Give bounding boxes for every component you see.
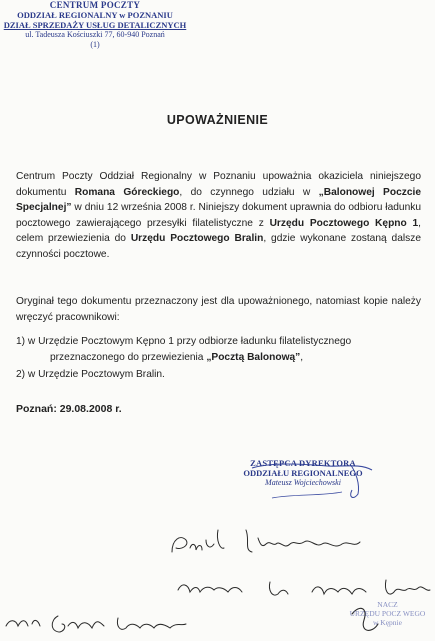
header-stamp <box>0 0 190 50</box>
corner-stamp <box>340 600 435 627</box>
list-item-1-continued <box>50 350 420 366</box>
header-stamp-line1: CENTRUM POCZTY <box>49 0 141 10</box>
signature-stamp <box>238 458 368 488</box>
header-stamp-number: (1) <box>90 40 100 49</box>
para1-text2: , do czynnego udziału w <box>179 186 319 198</box>
balloon-post-name: „Pocztą Balonową” <box>206 352 301 363</box>
list-item-1-comma: , <box>300 352 304 363</box>
paragraph-authorization <box>16 169 421 263</box>
para1-text5: , gdzie wykonane zostaną dalsze czynności pocztowe. <box>16 233 421 260</box>
paragraph-copies: Oryginał tego dokumentu przeznaczony jest dla upoważnionego, natomiast kopie należy wręczyć pracownikowi: <box>16 296 421 323</box>
list-item-1: 1) w Urzędzie Pocztowym Kępno 1 przy odbiorze ładunku filatelistycznego <box>16 336 352 347</box>
office-from: Urzędu Pocztowego Kępno 1 <box>269 217 419 229</box>
para1-text4: , celem przewiezienia do <box>16 217 421 245</box>
para1-text3: w dniu 12 września 2008 r. Niniejszy dokument uprawnia do odbioru ładunku pocztowego zawierającego przesyłki filatelistyczne z <box>16 202 421 229</box>
document-title: UPOWAŻNIENIE <box>166 113 269 127</box>
document-date: Poznań: 29.08.2008 r. <box>16 403 122 415</box>
header-stamp-address: ul. Tadeusza Kościuszki 77, 60-940 Poznań <box>25 30 165 39</box>
list-item-1-text: przeznaczonego do przewiezienia <box>50 352 207 363</box>
office-to: Urzędu Pocztowego Bralin <box>130 233 264 245</box>
authorized-person-name: Romana Góreckiego <box>74 186 180 198</box>
corner-stamp-line3: w Kępnie <box>373 618 402 627</box>
event-name: „Balonowej Poczcie Specjalnej” <box>16 186 421 214</box>
signature-stamp-department: ODDZIAŁU REGIONALNEGO <box>243 468 363 478</box>
corner-stamp-line2: URZĘDU POCZ WEGO <box>349 609 426 618</box>
header-stamp-line3: DZIAŁ SPRZEDAŻY USŁUG DETALICZNYCH <box>3 20 187 30</box>
header-stamp-line2: ODDZIAŁ REGIONALNY w POZNANIU <box>17 10 173 20</box>
list-item-2: 2) w Urzędzie Pocztowym Bralin. <box>16 369 165 380</box>
para1-text1: Centrum Poczty Oddział Regionalny w Poznaniu upoważnia okaziciela niniejszego dokumentu <box>16 171 421 198</box>
corner-stamp-line1: NACZ <box>377 600 398 609</box>
signature-stamp-title: ZASTĘPCA DYREKTORA <box>250 458 356 468</box>
signature-stamp-name: Mateusz Wojciechowski <box>265 478 341 487</box>
